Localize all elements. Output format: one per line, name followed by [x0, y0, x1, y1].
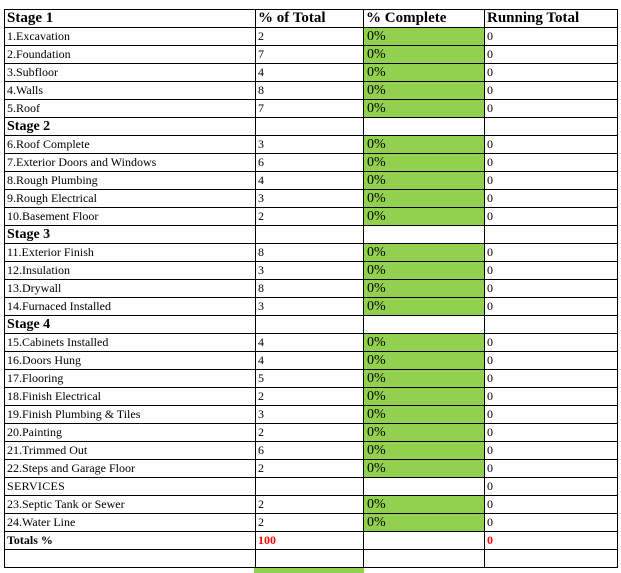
percent-complete-cell[interactable] — [364, 226, 485, 244]
percent-complete-cell[interactable]: 0% — [364, 64, 485, 82]
percent-of-total-cell[interactable]: 100 — [256, 532, 364, 550]
task-cell[interactable]: 19.Finish Plumbing & Tiles — [5, 406, 256, 424]
header-running-total[interactable]: Running Total — [485, 10, 618, 28]
task-cell[interactable]: Stage 2 — [5, 118, 256, 136]
table-row — [5, 514, 618, 532]
percent-of-total-cell[interactable]: 2 — [256, 388, 364, 406]
task-cell[interactable]: 5.Roof — [5, 100, 256, 118]
percent-of-total-cell[interactable]: 2 — [256, 424, 364, 442]
percent-complete-cell[interactable]: 0% — [364, 406, 485, 424]
stage-row — [5, 226, 618, 244]
running-total-cell[interactable]: 0 — [485, 460, 618, 478]
percent-complete-cell[interactable]: 0% — [364, 136, 485, 154]
percent-of-total-cell[interactable] — [256, 550, 364, 568]
task-cell[interactable]: 6.Roof Complete — [5, 136, 256, 154]
percent-complete-cell[interactable] — [364, 478, 485, 496]
percent-complete-cell[interactable]: 0% — [364, 352, 485, 370]
task-cell[interactable]: 11.Exterior Finish — [5, 244, 256, 262]
percent-complete-cell[interactable]: 0% — [364, 514, 485, 532]
totals-row — [5, 532, 618, 550]
running-total-cell[interactable]: 0 — [485, 424, 618, 442]
stage-row — [5, 118, 618, 136]
percent-complete-cell[interactable]: 0% — [364, 46, 485, 64]
percent-complete-cell[interactable] — [364, 550, 485, 568]
running-total-cell[interactable]: 0 — [485, 406, 618, 424]
table-row — [5, 496, 618, 514]
percent-complete-cell[interactable]: 0% — [364, 100, 485, 118]
task-cell[interactable]: 4.Walls — [5, 82, 256, 100]
percent-of-total-cell[interactable] — [256, 226, 364, 244]
percent-complete-cell[interactable]: 0% — [364, 208, 485, 226]
percent-of-total-cell[interactable]: 4 — [256, 334, 364, 352]
percent-complete-cell[interactable]: 0% — [364, 424, 485, 442]
task-cell[interactable]: Stage 3 — [5, 226, 256, 244]
task-cell[interactable]: 9.Rough Electrical — [5, 190, 256, 208]
task-cell[interactable]: 23.Septic Tank or Sewer — [5, 496, 256, 514]
percent-complete-cell[interactable]: 0% — [364, 262, 485, 280]
table-row — [5, 334, 618, 352]
running-total-cell[interactable]: 0 — [485, 262, 618, 280]
table-row — [5, 262, 618, 280]
blank-row — [5, 550, 618, 568]
task-cell[interactable]: 24.Water Line — [5, 514, 256, 532]
table-row — [5, 82, 618, 100]
table-row — [5, 208, 618, 226]
task-cell[interactable]: 7.Exterior Doors and Windows — [5, 154, 256, 172]
table-row — [5, 172, 618, 190]
task-cell[interactable]: 8.Rough Plumbing — [5, 172, 256, 190]
percent-of-total-cell[interactable]: 4 — [256, 172, 364, 190]
header-percent-complete[interactable]: % Complete — [364, 10, 485, 28]
running-total-cell[interactable]: 0 — [485, 172, 618, 190]
table-row — [5, 154, 618, 172]
percent-of-total-cell[interactable]: 2 — [256, 514, 364, 532]
percent-of-total-cell[interactable]: 4 — [256, 352, 364, 370]
table-row — [5, 280, 618, 298]
percent-of-total-cell[interactable]: 2 — [256, 208, 364, 226]
table-row — [5, 190, 618, 208]
table-row — [5, 352, 618, 370]
table-row — [5, 244, 618, 262]
task-cell[interactable] — [5, 550, 256, 568]
running-total-cell[interactable]: 0 — [485, 82, 618, 100]
percent-of-total-cell[interactable]: 6 — [256, 154, 364, 172]
percent-of-total-cell[interactable] — [256, 478, 364, 496]
task-cell[interactable]: 20.Painting — [5, 424, 256, 442]
percent-of-total-cell[interactable]: 3 — [256, 406, 364, 424]
header-row — [5, 10, 618, 28]
table-row — [5, 370, 618, 388]
percent-of-total-cell[interactable]: 7 — [256, 46, 364, 64]
running-total-cell[interactable]: 0 — [485, 100, 618, 118]
percent-complete-cell[interactable]: 0% — [364, 190, 485, 208]
task-cell[interactable]: 21.Trimmed Out — [5, 442, 256, 460]
task-cell[interactable]: 10.Basement Floor — [5, 208, 256, 226]
task-cell[interactable]: 1.Excavation — [5, 28, 256, 46]
task-cell[interactable]: Totals % — [5, 532, 256, 550]
percent-of-total-cell[interactable]: 5 — [256, 370, 364, 388]
table-row — [5, 460, 618, 478]
percent-of-total-cell[interactable]: 3 — [256, 262, 364, 280]
percent-complete-cell[interactable]: 0% — [364, 460, 485, 478]
table-row — [5, 28, 618, 46]
percent-complete-cell[interactable]: 0% — [364, 442, 485, 460]
percent-of-total-cell[interactable]: 3 — [256, 190, 364, 208]
percent-of-total-cell[interactable] — [256, 316, 364, 334]
table-row — [5, 46, 618, 64]
running-total-cell[interactable]: 0 — [485, 352, 618, 370]
percent-complete-cell[interactable]: 0% — [364, 244, 485, 262]
percent-complete-cell[interactable]: 0% — [364, 154, 485, 172]
task-cell[interactable]: Stage 4 — [5, 316, 256, 334]
percent-of-total-cell[interactable]: 2 — [256, 28, 364, 46]
green-cell-fill-below — [254, 568, 364, 573]
percent-complete-cell[interactable]: 0% — [364, 496, 485, 514]
header-stage-1[interactable]: Stage 1 — [5, 10, 256, 28]
table-row — [5, 100, 618, 118]
running-total-cell[interactable]: 0 — [485, 46, 618, 64]
percent-complete-cell[interactable]: 0% — [364, 172, 485, 190]
running-total-cell[interactable]: 0 — [485, 478, 618, 496]
running-total-cell[interactable]: 0 — [485, 280, 618, 298]
task-cell[interactable]: SERVICES — [5, 478, 256, 496]
running-total-cell[interactable]: 0 — [485, 532, 618, 550]
construction-progress-table — [4, 9, 618, 568]
task-cell[interactable]: 22.Steps and Garage Floor — [5, 460, 256, 478]
running-total-cell[interactable]: 0 — [485, 208, 618, 226]
table-row — [5, 388, 618, 406]
percent-complete-cell[interactable]: 0% — [364, 82, 485, 100]
percent-of-total-cell[interactable]: 4 — [256, 64, 364, 82]
running-total-cell[interactable] — [485, 316, 618, 334]
running-total-cell[interactable] — [485, 550, 618, 568]
percent-of-total-cell[interactable] — [256, 118, 364, 136]
running-total-cell[interactable]: 0 — [485, 298, 618, 316]
percent-complete-cell[interactable]: 0% — [364, 370, 485, 388]
table-row — [5, 64, 618, 82]
percent-of-total-cell[interactable]: 6 — [256, 442, 364, 460]
percent-of-total-cell[interactable]: 2 — [256, 460, 364, 478]
task-cell[interactable]: 13.Drywall — [5, 280, 256, 298]
table-row — [5, 298, 618, 316]
running-total-cell[interactable]: 0 — [485, 442, 618, 460]
running-total-cell[interactable]: 0 — [485, 154, 618, 172]
stage-row — [5, 316, 618, 334]
percent-complete-cell[interactable] — [364, 118, 485, 136]
table-row — [5, 136, 618, 154]
header-percent-of-total[interactable]: % of Total — [256, 10, 364, 28]
percent-of-total-cell[interactable]: 8 — [256, 280, 364, 298]
running-total-cell[interactable]: 0 — [485, 334, 618, 352]
running-total-cell[interactable]: 0 — [485, 136, 618, 154]
percent-complete-cell[interactable]: 0% — [364, 280, 485, 298]
task-cell[interactable]: 15.Cabinets Installed — [5, 334, 256, 352]
task-cell[interactable]: 18.Finish Electrical — [5, 388, 256, 406]
percent-of-total-cell[interactable]: 3 — [256, 136, 364, 154]
percent-complete-cell[interactable]: 0% — [364, 298, 485, 316]
task-cell[interactable]: 12.Insulation — [5, 262, 256, 280]
running-total-cell[interactable]: 0 — [485, 496, 618, 514]
percent-complete-cell[interactable]: 0% — [364, 28, 485, 46]
services-row — [5, 478, 618, 496]
percent-complete-cell[interactable]: 0% — [364, 388, 485, 406]
task-cell[interactable]: 14.Furnaced Installed — [5, 298, 256, 316]
task-cell[interactable]: 16.Doors Hung — [5, 352, 256, 370]
running-total-cell[interactable]: 0 — [485, 244, 618, 262]
running-total-cell[interactable]: 0 — [485, 370, 618, 388]
running-total-cell[interactable]: 0 — [485, 64, 618, 82]
running-total-cell[interactable] — [485, 118, 618, 136]
percent-of-total-cell[interactable]: 3 — [256, 298, 364, 316]
table-row — [5, 406, 618, 424]
task-cell[interactable]: 3.Subfloor — [5, 64, 256, 82]
running-total-cell[interactable]: 0 — [485, 388, 618, 406]
running-total-cell[interactable]: 0 — [485, 28, 618, 46]
task-cell[interactable]: 17.Flooring — [5, 370, 256, 388]
percent-of-total-cell[interactable]: 2 — [256, 496, 364, 514]
running-total-cell[interactable] — [485, 226, 618, 244]
table-row — [5, 442, 618, 460]
task-cell[interactable]: 2.Foundation — [5, 46, 256, 64]
percent-of-total-cell[interactable]: 7 — [256, 100, 364, 118]
percent-of-total-cell[interactable]: 8 — [256, 82, 364, 100]
percent-complete-cell[interactable] — [364, 316, 485, 334]
percent-complete-cell[interactable] — [364, 532, 485, 550]
running-total-cell[interactable]: 0 — [485, 190, 618, 208]
running-total-cell[interactable]: 0 — [485, 514, 618, 532]
table-row — [5, 424, 618, 442]
percent-of-total-cell[interactable]: 8 — [256, 244, 364, 262]
percent-complete-cell[interactable]: 0% — [364, 334, 485, 352]
